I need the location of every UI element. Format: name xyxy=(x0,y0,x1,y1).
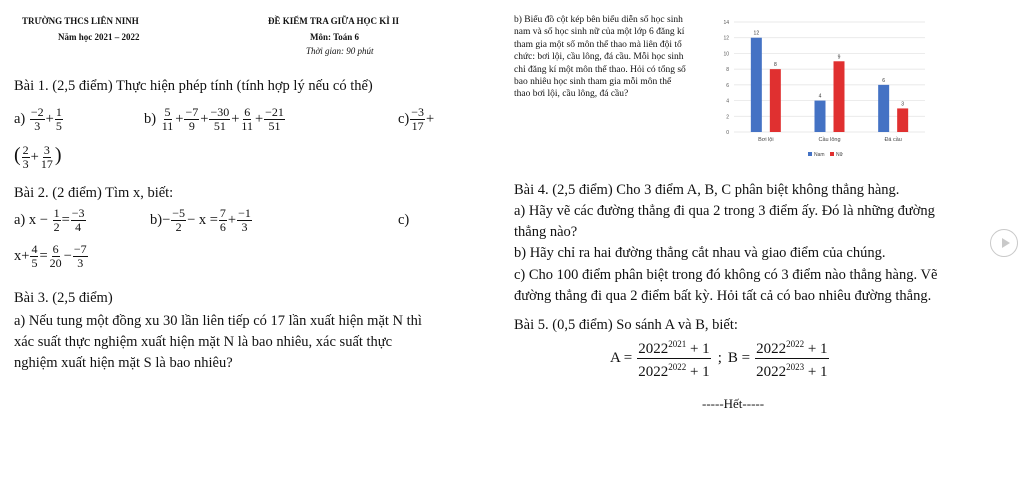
y-tick-label: 10 xyxy=(723,51,729,58)
bai3-a-line1: a) Nếu tung một đồng xu 30 lần liên tiếp có 17 lần xuất hiện mặt N thì xyxy=(14,313,422,329)
data-label: 8 xyxy=(773,62,777,69)
y-tick-label: 14 xyxy=(723,20,729,26)
data-label: 3 xyxy=(901,101,905,108)
legend-swatch xyxy=(830,152,834,156)
bai3-a-line2: xác suất thực nghiệm xuất hiện mặt N là bao nhiêu, xác suất thực xyxy=(14,334,393,350)
bai4-title: Bài 4. (2,5 điểm) Cho 3 điểm A, B, C phân biệt không thẳng hàng. xyxy=(514,182,900,198)
bai5-title: Bài 5. (0,5 điểm) So sánh A và B, biết: xyxy=(514,317,738,333)
bai2-c-label: c) xyxy=(398,212,410,228)
bai1-c: c) $\frac{-3}{17}$ + xyxy=(398,105,435,133)
bai2-c: x+ $\frac{4}{5}$ = $\frac{6}{20}$ − $\frac{-7}{3}$ xyxy=(14,242,87,270)
bai2-title: Bài 2. (2 điểm) Tìm x, biết: xyxy=(14,185,174,201)
legend-label: Nam xyxy=(814,152,825,158)
bar-Nam xyxy=(878,85,889,132)
exam-title: ĐỀ KIỂM TRA GIỮA HỌC KÌ II xyxy=(268,16,400,26)
data-label: 12 xyxy=(753,30,760,37)
bai5-formula: A = $\frac{2022^{2021} + 1}{2022^{2022} + 1}$ ; B = $\frac{2022^{2022} + 1}{2022^{2023} + 1}$ xyxy=(610,336,830,381)
bar-Nam xyxy=(751,38,762,132)
bai2-a: a) x − $\frac{1}{2}$ = $\frac{-3}{4}$ xyxy=(14,206,85,234)
bai4-b: b) Hãy chỉ ra hai đường thẳng cắt nhau và giao điểm của chúng. xyxy=(514,245,886,261)
y-tick-label: 6 xyxy=(726,82,729,89)
bai2-b: b)− $\frac{-5}{2}$ − x = $\frac{7}{6}$ + $\frac{-1}{3}$ xyxy=(150,206,251,234)
bar-Nữ xyxy=(770,69,781,132)
bar-Nữ xyxy=(897,108,908,132)
bai3b-text: b) Biểu đồ cột kép bên biểu diễn số học sinh nam và số học sinh nữ của một lớp 6 đăng kí tham gia một số môn thể thao mà liên đội tổ chức: bơi lội, cầu lông, đá cầu. Mỗi học sinh chỉ đăng kí một môn thể thao. Hỏi có tổng số bao nhiêu học sinh tham gia mỗi môn thể thao bơi lội, cầu lông, đá cầu? xyxy=(514,15,686,100)
bai3-a-line3: nghiệm xuất hiện mặt S là bao nhiêu? xyxy=(14,355,233,371)
bai4-c-line2: đường thẳng đi qua 2 điểm bất kỳ. Hỏi tất cả có bao nhiêu đường thẳng. xyxy=(514,288,932,304)
data-label: 9 xyxy=(837,54,841,61)
exam-subject: Môn: Toán 6 xyxy=(310,32,360,42)
bai1-title: Bài 1. (2,5 điểm) Thực hiện phép tính (tính hợp lý nếu có thể) xyxy=(14,78,373,94)
y-tick-label: 2 xyxy=(726,114,729,121)
data-label: 4 xyxy=(818,93,822,100)
bai4-c-line1: c) Cho 100 điểm phân biệt trong đó không có 3 điểm nào thẳng hàng. Vẽ xyxy=(514,267,938,283)
bai1-c-cont: ( $\frac{2}{3}$ + $\frac{3}{17}$ ) xyxy=(14,143,62,172)
x-tick-label: Cầu lông xyxy=(818,137,841,143)
school-year: Năm học 2021 – 2022 xyxy=(58,32,140,42)
school-name: TRƯỜNG THCS LIÊN NINH xyxy=(22,16,139,26)
legend-label: Nữ xyxy=(836,152,843,158)
y-tick-label: 4 xyxy=(726,98,729,105)
y-tick-label: 12 xyxy=(723,35,729,42)
bai4-a-line1: a) Hãy vẽ các đường thẳng đi qua 2 trong 3 điểm ấy. Đó là những đường xyxy=(514,203,935,219)
bai1-a: a) $\frac{-2}{3}$ + $\frac{1}{5}$ xyxy=(14,105,62,133)
x-tick-label: Bơi lội xyxy=(758,137,774,143)
end-mark: -----Hết----- xyxy=(702,396,765,411)
bar-chart xyxy=(720,12,930,172)
x-tick-label: Đá cầu xyxy=(884,137,902,143)
bar-Nữ xyxy=(834,61,845,132)
y-tick-label: 8 xyxy=(726,67,729,74)
bai4-a-line2: thẳng nào? xyxy=(514,224,578,240)
data-label: 6 xyxy=(882,77,886,84)
bar-Nam xyxy=(815,101,826,132)
exam-time: Thời gian: 90 phút xyxy=(306,46,374,56)
play-icon[interactable] xyxy=(990,229,1018,257)
y-tick-label: 0 xyxy=(726,130,729,136)
bai3-title: Bài 3. (2,5 điểm) xyxy=(14,290,113,306)
legend-swatch xyxy=(808,152,812,156)
bai1-b: b) $\frac{5}{11}$ + $\frac{-7}{9}$ + $\frac{-30}{51}$ + $\frac{6}{11}$ + $\frac{-21}{51}$ xyxy=(144,105,284,133)
